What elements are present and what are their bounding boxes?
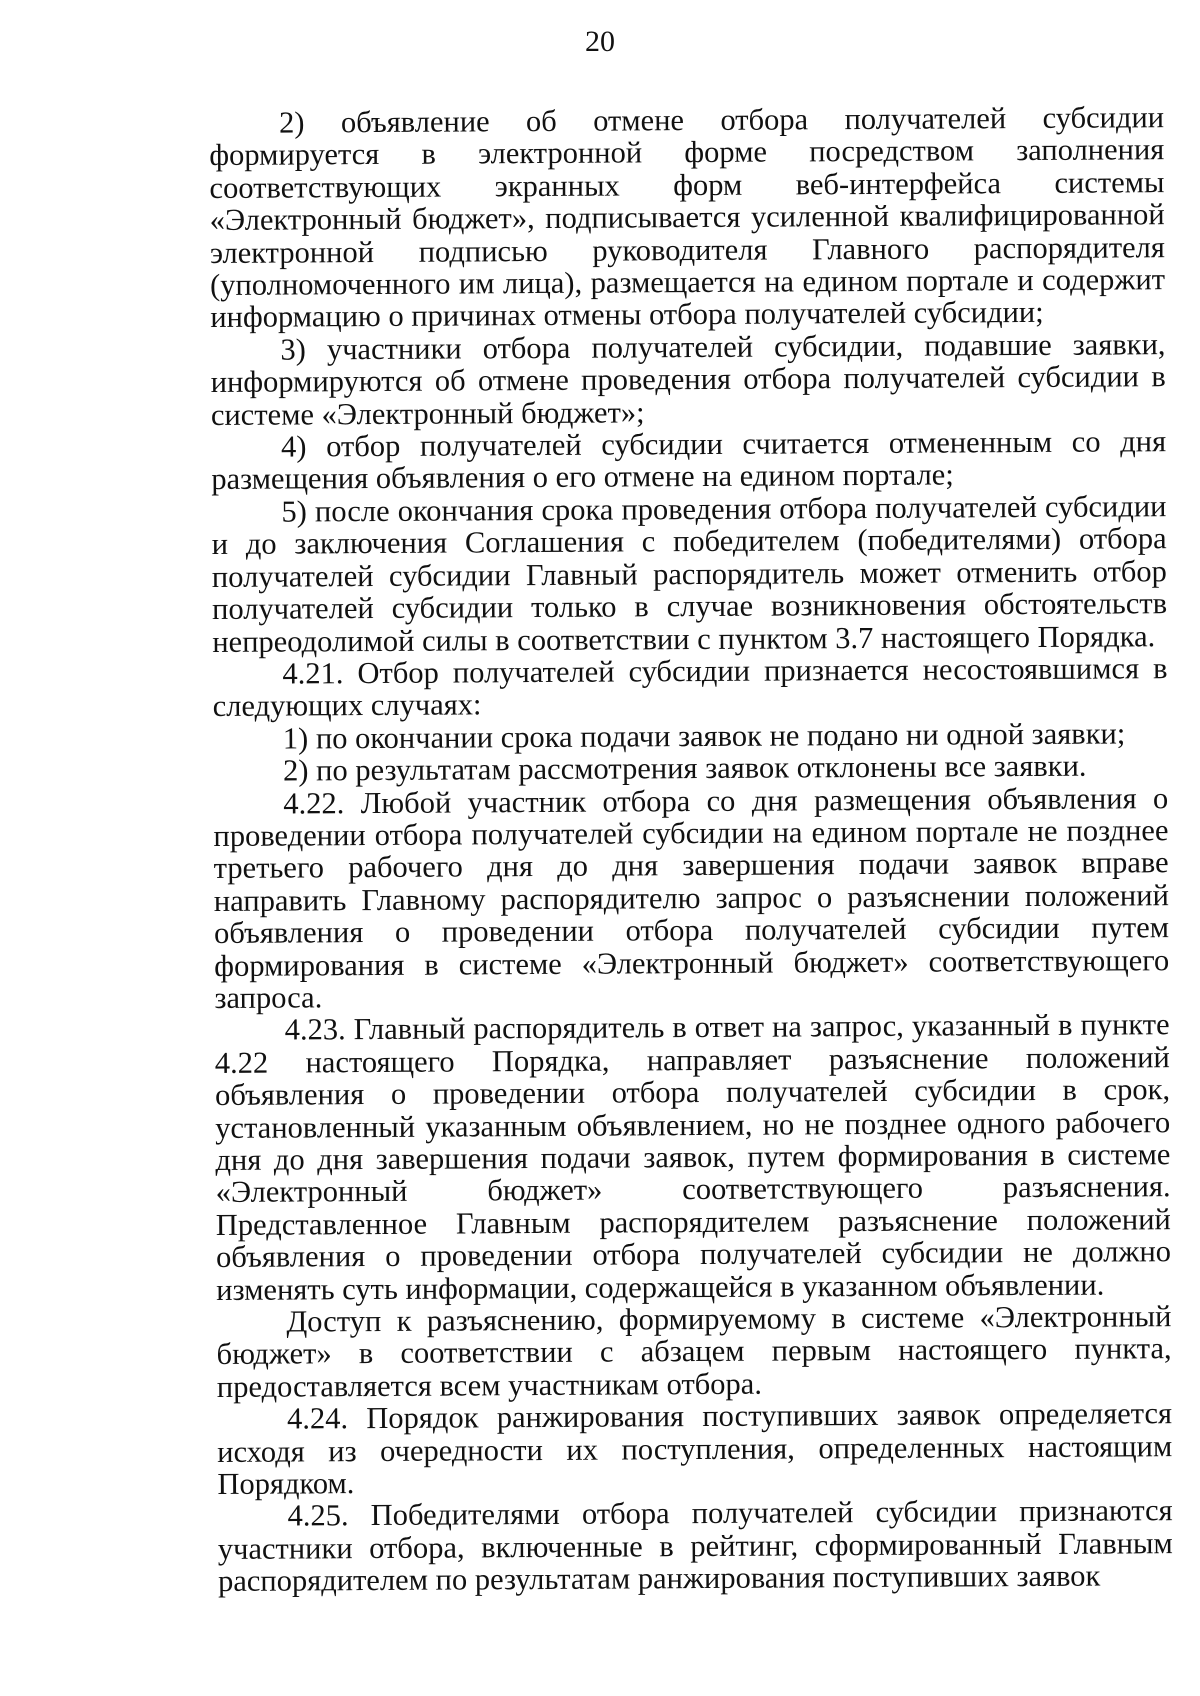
paragraph-4-22-clarification-request: 4.22. Любой участник отбора со дня размещения объявления о проведении отбора получателей субсидии на едином портале не позднее третьего рабочего дня до дня завершения подачи заявок вправе направить Главному распорядителю запрос о разъяснении положений объявления о проведении отбора получателей субсидии путем формирования в системе «Электронный бюджет» соответствующего запроса.	[213, 780, 1170, 1015]
paragraph-4-21-item-2: 2) по результатам рассмотрения заявок отклонены все заявки.	[282, 748, 1087, 788]
paragraph-4-23-clarification-response: 4.23. Главный распорядитель в ответ на запрос, указанный в пункте 4.22 настоящего Порядка, направляет разъяснение положений объявления о проведении отбора получателей субсидии в срок, установленный указанным объявлением, но не позднее одного рабочего дня до дня завершения подачи заявок, путем формирования в системе «Электронный бюджет» соответствующего разъяснения. Представленное Главным распорядителем разъяснение положений объявления о проведении отбора получателей субсидии не должно изменять суть информации, содержащейся в указанном объявлении.	[214, 1007, 1172, 1307]
document-body	[209, 101, 1173, 1597]
page-number: 20	[585, 25, 615, 58]
paragraph-item-5-force-majeure: 5) после окончания срока проведения отбора получателей субсидии и до заключения Соглашения с победителем (победителями) отбора получателей субсидии Главный распорядитель может отменить отбор получателей субсидии только в случае возникновения обстоятельств непреодолимой силы в соответствии с пунктом 3.7 настоящего Порядка.	[211, 489, 1168, 659]
paragraph-item-2-cancellation-notice: 2) объявление об отмене отбора получателей субсидии формируется в электронной форме посредством заполнения соответствующих экранных форм веб-интерфейса системы «Электронный бюджет», подписывается усиленной квалифицированной электронной подписью руководителя Главного распорядителя (уполномоченного им лица), размещается на едином портале и содержит информацию о причинах отмены отбора получателей субсидии;	[209, 100, 1166, 335]
paragraph-clarification-access: Доступ к разъяснению, формируемому в системе «Электронный бюджет» в соответствии с абзацем первым настоящего пункта, предоставляется всем участникам отбора.	[216, 1299, 1172, 1404]
paragraph-4-21-item-1: 1) по окончании срока подачи заявок не подано ни одной заявки;	[282, 716, 1126, 756]
paragraph-4-25-winners: 4.25. Победителями отбора получателей субсидии признаются участники отбора, включенные в рейтинг, сформированный Главным распорядителем по результатам ранжирования поступивших заявок	[217, 1493, 1173, 1599]
paragraph-4-21-failed-selection: 4.21. Отбор получателей субсидии признается несостоявшимся в следующих случаях:	[212, 651, 1168, 724]
paragraph-item-4-selection-cancelled: 4) отбор получателей субсидии считается отмененным со дня размещения объявления о его отмене на едином портале;	[211, 424, 1167, 497]
paragraph-4-24-ranking-order: 4.24. Порядок ранжирования поступивших заявок определяется исходя из очередности их поступления, определенных настоящим Порядком.	[217, 1396, 1173, 1502]
paragraph-item-3-participants-informed: 3) участники отбора получателей субсидии, подавшие заявки, информируются об отмене проведения отбора получателей субсидии в системе «Электронный бюджет»;	[210, 327, 1166, 432]
